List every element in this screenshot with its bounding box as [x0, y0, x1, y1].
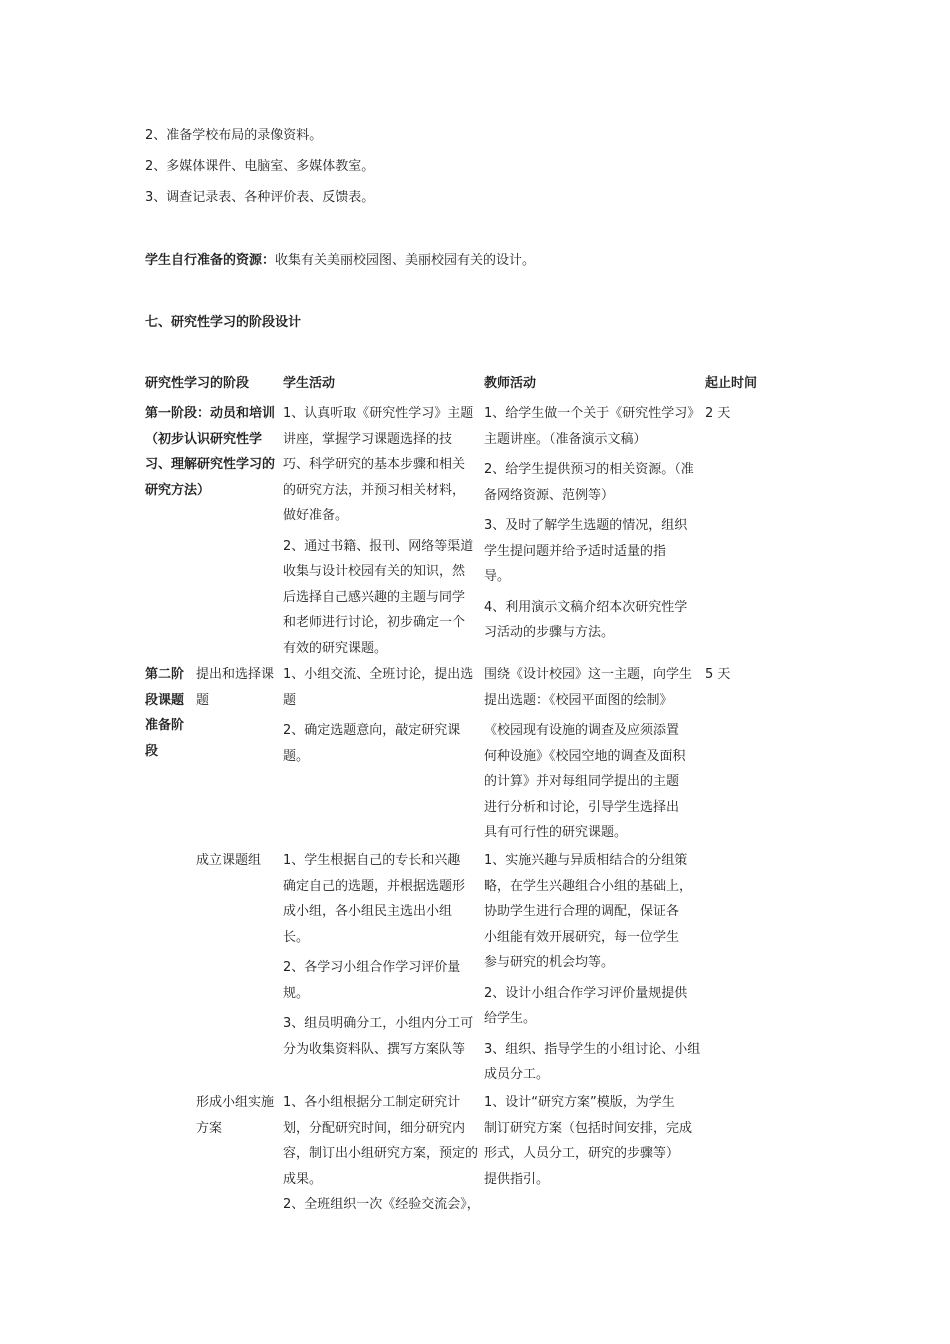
prep-item-1: 2、准备学校布局的录像资料。: [145, 128, 323, 143]
stage2-sub1-label: 提出和选择课 题: [196, 667, 275, 708]
stage2-sub3-teacher-activity: 1、设计“研究方案”模版，为学生 制订研究方案（包括时间安排，完成 形式，人员分工，研究的步骤等） 提供指引。: [484, 1095, 693, 1187]
stage2-sub2-teacher-activity: 1、实施兴趣与异质相结合的分组策 略，在学生兴趣组合小组的基础上， 协助学生进行合理的调配，保证各 小组能有效开展研究，每一位学生 参与研究的机会均等。 2、设计小组合作学习评价量规提供 给学生。 3、组织、指导学生的小组讨论、小组 成员分工。: [484, 853, 701, 1082]
header-time: 起止时间: [705, 376, 758, 391]
stage2-sub2-student-activity: 1、学生根据自己的专长和兴趣 确定自己的选题，并根据选题形 成小组，各小组民主选出小组 长。 2、各学习小组合作学习评价量 规。 3、组员明确分工，小组内分工可 分为收集资料队、撰写方案队等: [283, 853, 474, 1057]
student-resources-text: 收集有关美丽校园图、美丽校园有关的设计。: [275, 253, 536, 268]
header-teacher-activity: 教师活动: [484, 376, 537, 391]
stage1-teacher-activity: 1、给学生做一个关于《研究性学习》 主题讲座。（准备演示文稿） 2、给学生提供预习的相关资源。（准 备网络资源、范例等） 3、及时了解学生选题的情况，组织 学生提问题并给予适时适量的指 导。 4、利用演示文稿介绍本次研究性学 习活动的步骤与方法。: [484, 406, 701, 640]
section-title: 七、研究性学习的阶段设计: [145, 315, 302, 330]
stage2-sub1-teacher-activity: 围绕《设计校园》这一主题，向学生 提出选题：《校园平面图的绘制》 《校园现有设施的调查及应须添置 何种设施》《校园空地的调查及面积 的计算》并对每组同学提出的主题 进行分析和讨论，引导学生选择出 具有可行性的研究课题。: [484, 667, 693, 840]
stage2-label: 第二阶 段课题 准备阶 段: [145, 667, 185, 759]
student-resources-label: 学生自行准备的资源：: [145, 253, 276, 268]
prep-item-2: 2、多媒体课件、电脑室、多媒体教室。: [145, 159, 375, 174]
stage1-time: 2 天: [705, 406, 731, 421]
stage1-label: 第一阶段：动员和培训 （初步认识研究性学 习、理解研究性学习的 研究方法）: [145, 406, 276, 498]
stage2-sub3-student-activity: 1、各小组根据分工制定研究计 划，分配研究时间，细分研究内 容，制订出小组研究方案，预定的 成果。 2、全班组织一次《经验交流会》，: [283, 1095, 480, 1212]
stage2-sub1-student-activity: 1、小组交流、全班讨论，提出选 题 2、确定选题意向，敲定研究课 题。: [283, 667, 474, 764]
stage2-sub2-label: 成立课题组: [196, 853, 262, 868]
stage1-student-activity: 1、认真听取《研究性学习》主题 讲座，掌握学习课题选择的技 巧、科学研究的基本步骤和相关 的研究方法，并预习相关材料， 做好准备。 2、通过书籍、报刊、网络等渠道 收集与设计校园有关的知识，然 后选择自己感兴趣的主题与同学 和老师进行讨论，初步确定一个 有效的研究课题。: [283, 406, 474, 656]
prep-item-3: 3、调查记录表、各种评价表、反馈表。: [145, 190, 375, 205]
header-stage: 研究性学习的阶段: [145, 376, 250, 391]
header-student-activity: 学生活动: [283, 376, 336, 391]
stage2-sub3-label: 形成小组实施 方案: [196, 1095, 275, 1136]
student-resources: [145, 251, 535, 271]
stage2-time: 5 天: [705, 667, 731, 682]
